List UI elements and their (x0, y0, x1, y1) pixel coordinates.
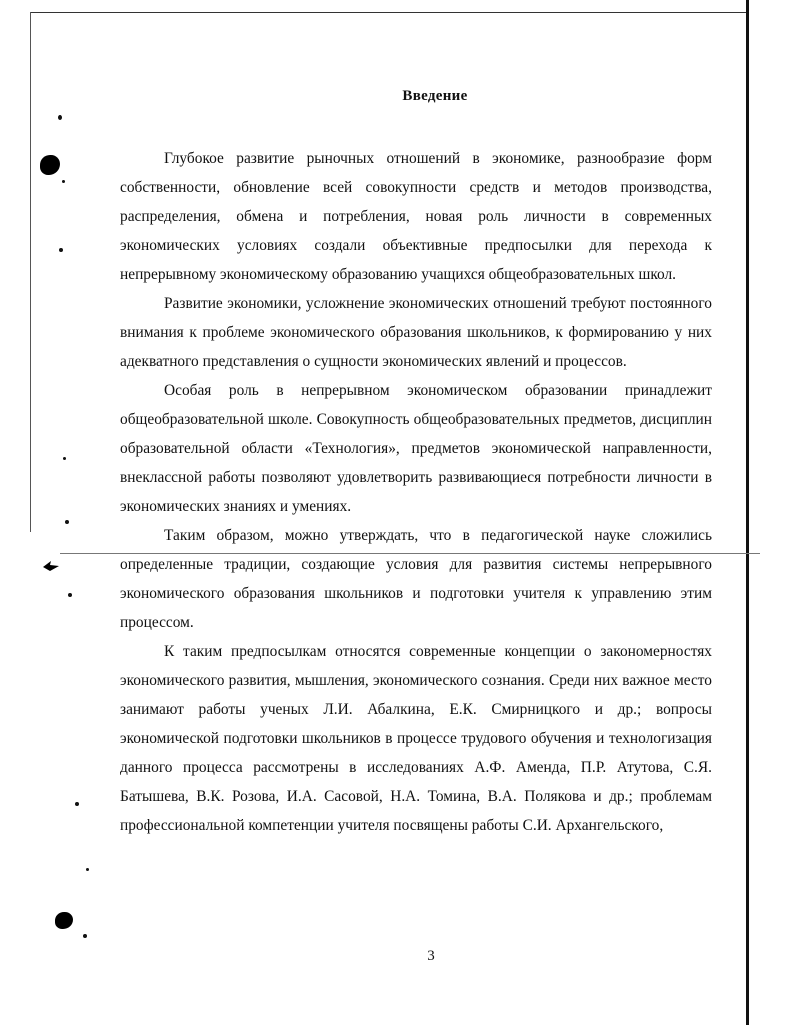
scan-speck (86, 868, 89, 871)
paragraph: Таким образом, можно утверждать, что в педагогической науке сложились определенные традиции, создающие условия для развития системы непрерывного экономического образования школьников и подготовки учителя к управлению этим процессом. (120, 527, 712, 631)
scan-speck (62, 180, 65, 183)
scan-speck (58, 115, 62, 120)
scan-speck (59, 248, 63, 252)
ink-blot (55, 912, 73, 929)
scan-speck (83, 934, 87, 938)
scan-border-right (746, 0, 749, 1025)
scan-speck (65, 520, 69, 524)
scan-border-top (30, 12, 748, 13)
scan-speck (63, 457, 66, 460)
scan-speck (68, 593, 72, 597)
ink-blot (40, 155, 60, 175)
page-title: Введение (402, 88, 468, 104)
paragraph: Глубокое развитие рыночных отношений в экономике, разнообразие форм собственности, обновление всей совокупности средств и методов производства, распределения, обмена и потребления, новая роль личности в современных экономических условиях создали объективные предпосылки для перехода к непрерывному экономическому образованию учащихся общеобразовательных школ. (120, 150, 712, 283)
ink-mark (42, 560, 60, 572)
paragraph: Особая роль в непрерывном экономическом образовании принадлежит общеобразовательной школе. Совокупность общеобразовательных предметов, дисциплин образовательной области «Технология», предметов экономической направленности, внеклассной работы позволяют удовлетворить развивающиеся потребности личности в экономических знаниях и умениях. (120, 382, 712, 515)
body-text (120, 144, 712, 840)
scan-speck (75, 802, 79, 806)
paragraph: К таким предпосылкам относятся современные концепции о закономерностях экономического развития, мышления, экономического сознания. Среди них важное место занимают работы ученых Л.И. Абалкина, Е.К. Смирницкого и др.; вопросы экономической подготовки школьников в процессе трудового обучения и технологизация данного процесса рассмотрены в исследованиях А.Ф. Аменда, П.Р. Атутова, С.Я. Батышева, В.К. Розова, И.А. Сасовой, Н.А. Томина, В.А. Полякова и др.; проблемам профессиональной компетенции учителя посвящены работы С.И. Архангельского, (120, 643, 712, 834)
paragraph: Развитие экономики, усложнение экономических отношений требуют постоянного внимания к проблеме экономического образования школьников, к формированию у них адекватного представления о сущности экономических явлений и процессов. (120, 295, 712, 370)
page-number: 3 (427, 948, 435, 964)
